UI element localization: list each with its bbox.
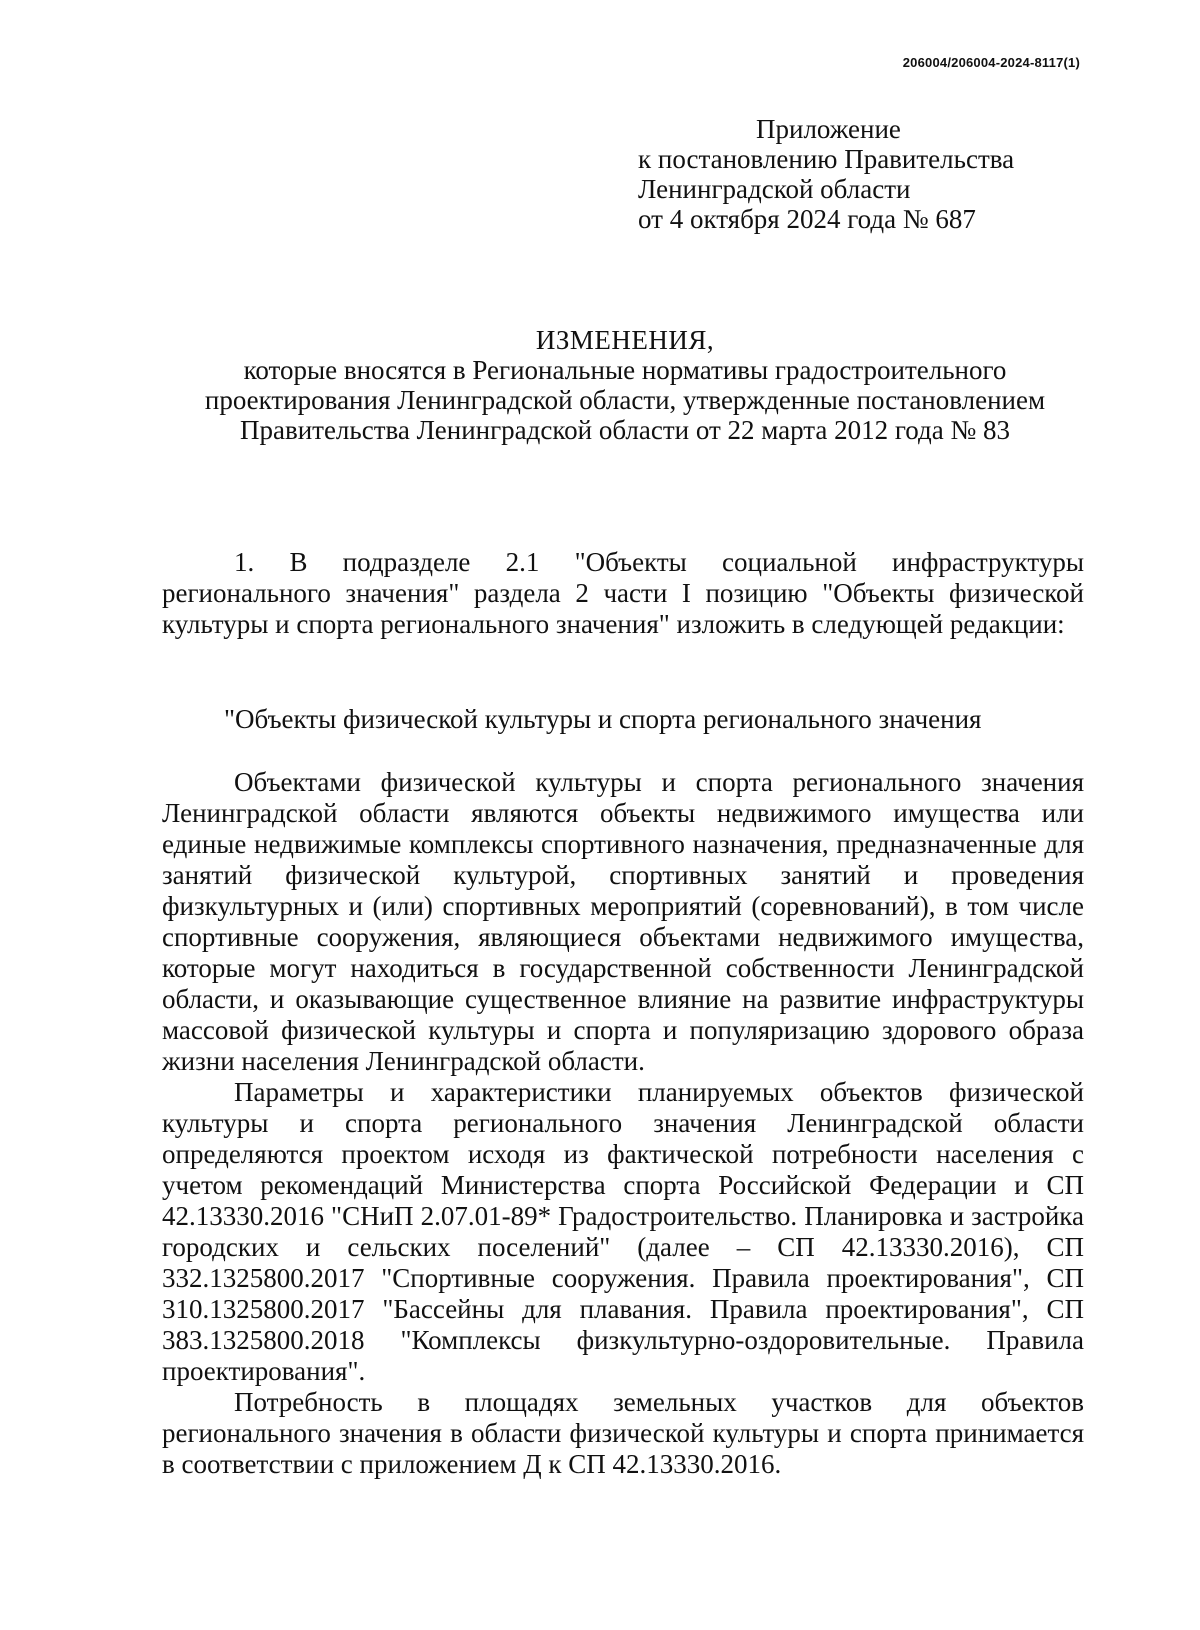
paragraph-1: 1. В подразделе 2.1 "Объекты социальной инфраструктуры регионального значения" раздела 2 части I позицию "Объекты физической культуры и спорта регионального значения" изложить в следующей редакции: [162, 547, 1084, 639]
appendix-line: к постановлению Правительства [638, 144, 1015, 174]
section-body [162, 767, 1084, 1480]
appendix-line: Ленинградской области [638, 174, 911, 204]
appendix-line: Приложение [756, 114, 901, 144]
heading-title: ИЗМЕНЕНИЯ, [535, 325, 715, 355]
document-heading [160, 325, 1090, 445]
heading-subtitle: которые вносятся в Региональные нормативы градостроительного проектирования Ленинградской области, утвержденные постановлением Правительства Ленинградской области от 22 марта 2012 года № 83 [204, 355, 1046, 445]
appendix-block [638, 114, 1108, 234]
paragraph-3: Параметры и характеристики планируемых объектов физической культуры и спорта регионального значения Ленинградской области определяются проектом исходя из фактической потребности населения с учетом рекомендаций Министерства спорта Российской Федерации и СП 42.13330.2016 "СНиП 2.07.01-89* Градостроительство. Планировка и застройка городских и сельских поселений" (далее – СП 42.13330.2016), СП 332.1325800.2017 "Спортивные сооружения. Правила проектирования", СП 310.1325800.2017 "Бассейны для плавания. Правила проектирования", СП 383.1325800.2018 "Комплексы физкультурно-оздоровительные. Правила проектирования". [162, 1077, 1084, 1386]
paragraph-4: Потребность в площадях земельных участков для объектов регионального значения в области физической культуры и спорта принимается в соответствии с приложением Д к СП 42.13330.2016. [162, 1387, 1084, 1479]
appendix-line: от 4 октября 2024 года № 687 [638, 204, 976, 234]
section-title: "Объекты физической культуры и спорта регионального значения [224, 704, 982, 734]
paragraph-2: Объектами физической культуры и спорта регионального значения Ленинградской области являются объекты недвижимого имущества или единые недвижимые комплексы спортивного назначения, предназначенные для занятий физической культурой, спортивных занятий и проведения физкультурных и (или) спортивных мероприятий (соревнований), в том числе спортивные сооружения, являющиеся объектами недвижимого имущества, которые могут находиться в государственной собственности Ленинградской области, и оказывающие существенное влияние на развитие инфраструктуры массовой физической культуры и спорта и популяризацию здорового образа жизни населения Ленинградской области. [162, 767, 1084, 1076]
document-id: 206004/206004-2024-8117(1) [902, 55, 1080, 70]
